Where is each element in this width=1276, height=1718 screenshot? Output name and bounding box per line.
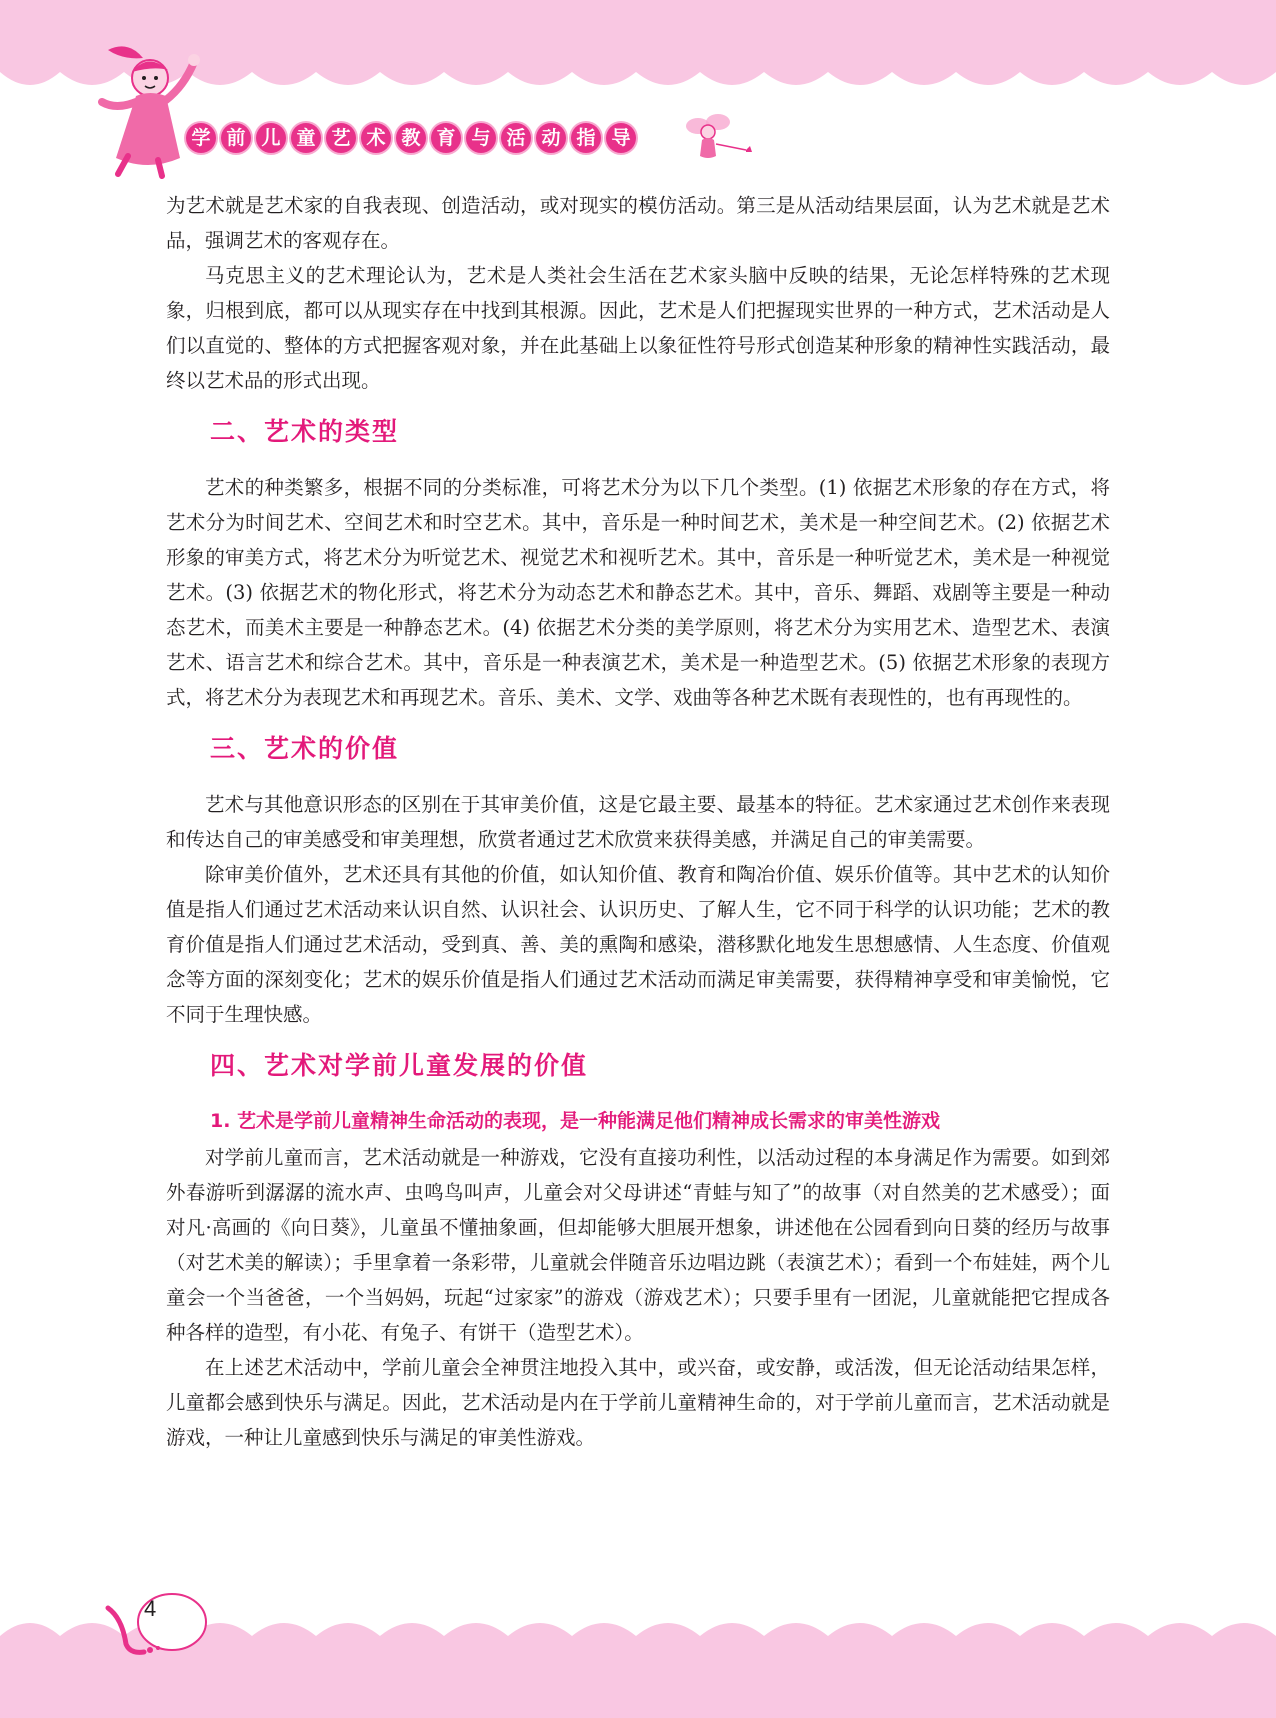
body-paragraph: 艺术与其他意识形态的区别在于其审美价值，这是它最主要、最基本的特征。艺术家通过艺术创作来表现和传达自己的审美感受和审美理想，欣赏者通过艺术欣赏来获得美感，并满足自己的审美需要。 — [166, 793, 1110, 851]
book-title — [186, 123, 636, 153]
body-paragraph: 为艺术就是艺术家的自我表现、创造活动，或对现实的模仿活动。第三是从活动结果层面，认为艺术就是艺术品，强调艺术的客观存在。 — [166, 194, 1110, 252]
body-paragraph: 对学前儿童而言，艺术活动就是一种游戏，它没有直接功利性，以活动过程的本身满足作为需要。如到郊外春游听到潺潺的流水声、虫鸣鸟叫声，儿童会对父母讲述“青蛙与知了”的故事（对自然美的艺术感受）；面对凡·高画的《向日葵》，儿童虽不懂抽象画，但却能够大胆展开想象，讲述他在公园看到向日葵的经历与故事（对艺术美的解读）；手里拿着一条彩带，儿童就会伴随音乐边唱边跳（表演艺术）；看到一个布娃娃，两个儿童会一个当爸爸，一个当妈妈，玩起“过家家”的游戏（游戏艺术）；只要手里有一团泥，儿童就能把它捏成各种各样的造型，有小花、有兔子、有饼干（造型艺术）。 — [166, 1146, 1110, 1344]
body-paragraph: 除审美价值外，艺术还具有其他的价值，如认知价值、教育和陶冶价值、娱乐价值等。其中艺术的认知价值是指人们通过艺术活动来认识自然、认识社会、认识历史、了解人生，它不同于科学的认识功能；艺术的教育价值是指人们通过艺术活动，受到真、善、美的熏陶和感染，潜移默化地发生思想感情、人生态度、价值观念等方面的深刻变化；艺术的娱乐价值是指人们通过艺术活动而满足审美需要，获得精神享受和审美愉悦，它不同于生理快感。 — [166, 863, 1110, 1026]
body-paragraph: 艺术的种类繁多，根据不同的分类标准，可将艺术分为以下几个类型。(1) 依据艺术形象的存在方式，将艺术分为时间艺术、空间艺术和时空艺术。其中，音乐是一种时间艺术，美术是一种空间艺术。(2) 依据艺术形象的审美方式，将艺术分为听觉艺术、视觉艺术和视听艺术。其中，音乐是一种听觉艺术，美术是一种视觉艺术。(3) 依据艺术的物化形式，将艺术分为动态艺术和静态艺术。其中，音乐、舞蹈、戏剧等主要是一种动态艺术，而美术主要是一种静态艺术。(4) 依据艺术分类的美学原则，将艺术分为实用艺术、造型艺术、表演艺术、语言艺术和综合艺术。其中，音乐是一种表演艺术，美术是一种造型艺术。(5) 依据艺术形象的表现方式，将艺术分为表现艺术和再现艺术。音乐、美术、文学、戏曲等各种艺术既有表现性的，也有再现性的。 — [166, 476, 1110, 709]
title-char: 动 — [536, 123, 566, 153]
title-char: 活 — [501, 123, 531, 153]
title-char: 学 — [186, 123, 216, 153]
title-char: 术 — [361, 123, 391, 153]
section-heading-child-development: 四、艺术对学前儿童发展的价值 — [210, 1051, 589, 1080]
body-paragraph: 马克思主义的艺术理论认为，艺术是人类社会生活在艺术家头脑中反映的结果，无论怎样特殊的艺术现象，归根到底，都可以从现实存在中找到其根源。因此，艺术是人们把握现实世界的一种方式，艺术活动是人们以直觉的、整体的方式把握客观对象，并在此基础上以象征性符号形式创造某种形象的精神性实践活动，最终以艺术品的形式出现。 — [166, 264, 1110, 392]
title-char: 前 — [221, 123, 251, 153]
title-char: 导 — [606, 123, 636, 153]
body-paragraph: 在上述艺术活动中，学前儿童会全神贯注地投入其中，或兴奋，或安静，或活泼，但无论活动结果怎样，儿童都会感到快乐与满足。因此，艺术活动是内在于学前儿童精神生命的，对于学前儿童而言，艺术活动就是游戏，一种让儿童感到快乐与满足的审美性游戏。 — [166, 1356, 1110, 1449]
title-char: 儿 — [256, 123, 286, 153]
girl-illustration — [88, 40, 208, 180]
page-number: 4 — [144, 1596, 157, 1621]
title-char: 教 — [396, 123, 426, 153]
fairy-illustration — [676, 108, 766, 168]
title-char: 艺 — [326, 123, 356, 153]
section-heading-value: 三、艺术的价值 — [210, 734, 400, 763]
title-char: 指 — [571, 123, 601, 153]
subsection-heading: 1. 艺术是学前儿童精神生命活动的表现，是一种能满足他们精神成长需求的审美性游戏 — [210, 1110, 941, 1132]
section-heading-types: 二、艺术的类型 — [210, 417, 400, 446]
title-char: 育 — [431, 123, 461, 153]
title-char: 童 — [291, 123, 321, 153]
title-char: 与 — [466, 123, 496, 153]
page-content — [166, 188, 1110, 1455]
